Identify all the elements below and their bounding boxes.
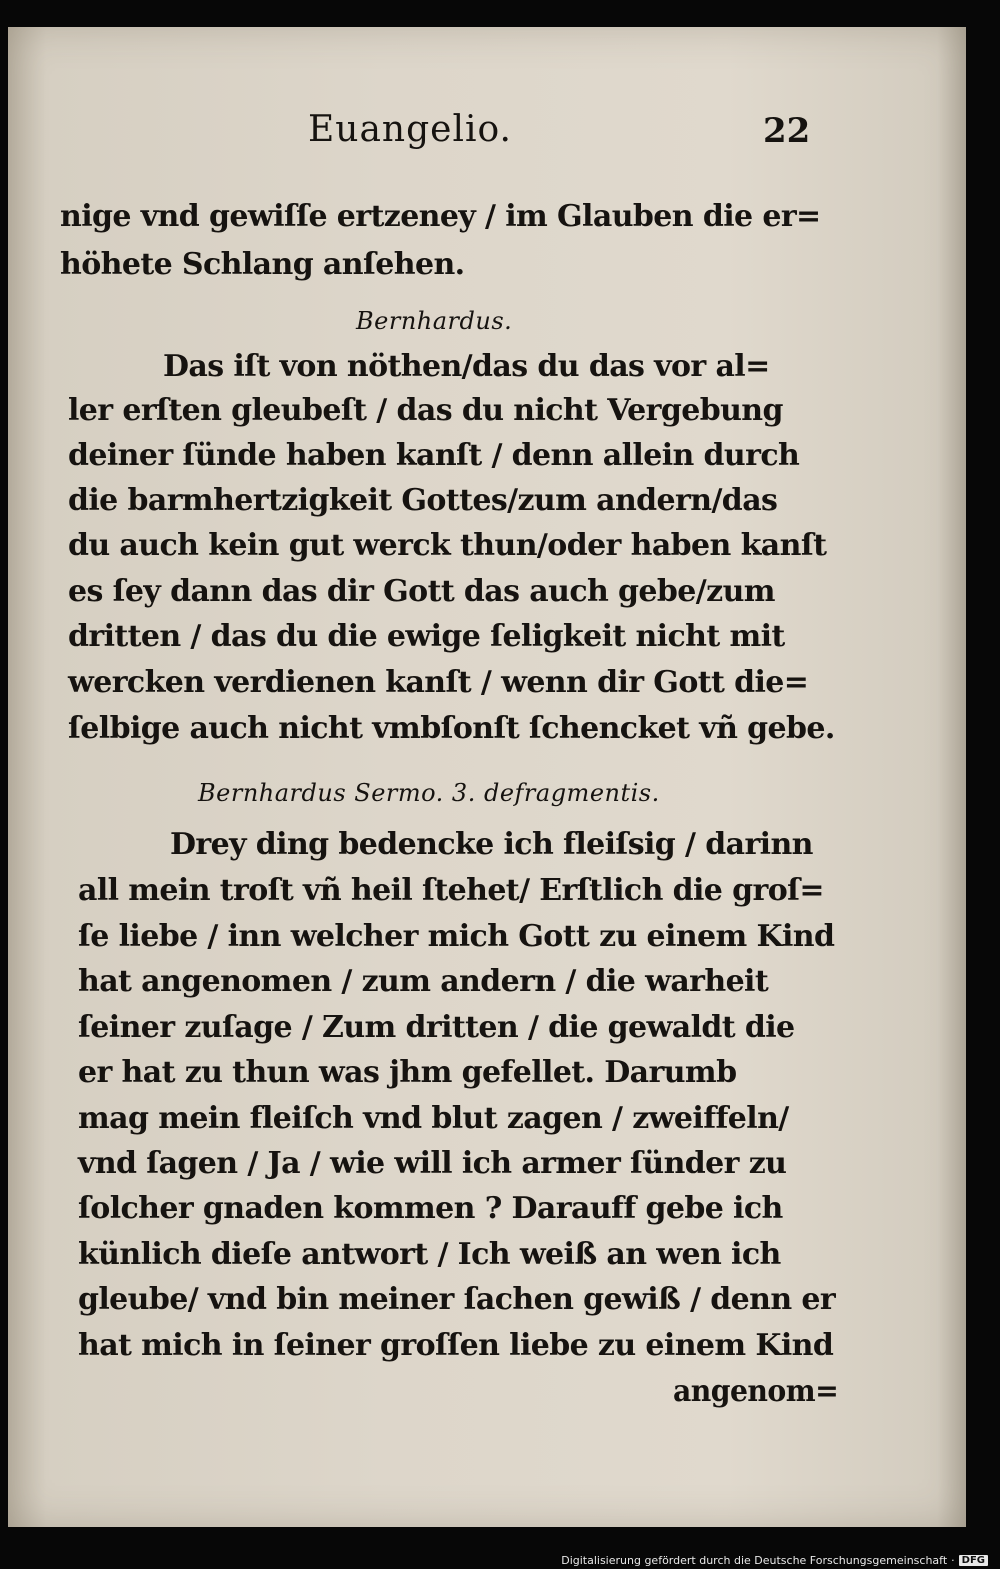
text-line: vnd ſagen / Ja / wie will ich armer ſünder zu xyxy=(78,1146,787,1181)
text-line: all mein troſt vñ heil ſtehet/ Erſtlich die groſ= xyxy=(78,873,824,908)
dfg-logo: DFG xyxy=(959,1555,988,1566)
credit-text: Digitalisierung gefördert durch die Deutsche Forschungsgemeinschaft xyxy=(561,1554,948,1567)
text-line: dritten / das du die ewige ſeligkeit nicht mit xyxy=(68,619,785,654)
running-title: Euangelio. xyxy=(308,109,512,150)
text-line: mag mein fleiſch vnd blut zagen / zweiffeln/ xyxy=(78,1101,789,1136)
page-number: 22 xyxy=(763,111,811,151)
text-line: hat mich in ſeiner groſſen liebe zu einem Kind xyxy=(78,1328,834,1363)
text-line: ſe liebe / inn welcher mich Gott zu einem Kind xyxy=(78,919,835,954)
text-line: ſeiner zuſage / Zum dritten / die gewaldt die xyxy=(78,1010,795,1045)
book-page xyxy=(8,27,966,1527)
text-line: er hat zu thun was jhm gefellet. Darumb xyxy=(78,1055,737,1090)
digitization-credit xyxy=(561,1554,988,1567)
text-line: deiner ſünde haben kanſt / denn allein durch xyxy=(68,438,800,473)
text-line: Das iſt von nöthen/das du das vor al= xyxy=(163,349,770,384)
text-line: künlich dieſe antwort / Ich weiß an wen ich xyxy=(78,1237,781,1272)
catchword: angenom= xyxy=(673,1374,839,1409)
text-line: nige vnd gewiſſe ertzeney / im Glauben die er= xyxy=(60,199,821,234)
text-line: die barmhertzigkeit Gottes/zum andern/das xyxy=(68,483,778,518)
text-line: gleube/ vnd bin meiner ſachen gewiß / denn er xyxy=(78,1282,836,1317)
text-line: ſolcher gnaden kommen ? Darauff gebe ich xyxy=(78,1191,783,1226)
text-line: du auch kein gut werck thun/oder haben kanſt xyxy=(68,528,827,563)
section-heading: Bernhardus Sermo. 3. defragmentis. xyxy=(198,779,660,807)
text-line: höhete Schlang anſehen. xyxy=(60,247,465,282)
text-line: wercken verdienen kanſt / wenn dir Gott die= xyxy=(68,665,809,700)
section-heading: Bernhardus. xyxy=(356,307,513,335)
text-line: hat angenomen / zum andern / die warheit xyxy=(78,964,769,999)
separator: · xyxy=(951,1554,955,1567)
text-line: ſelbige auch nicht vmbſonſt ſchencket vñ gebe. xyxy=(68,711,835,746)
text-line: ler erſten gleubeſt / das du nicht Vergebung xyxy=(68,393,783,428)
text-line: es ſey dann das dir Gott das auch gebe/zum xyxy=(68,574,775,609)
text-line: Drey ding bedencke ich fleiſsig / darinn xyxy=(170,827,813,862)
